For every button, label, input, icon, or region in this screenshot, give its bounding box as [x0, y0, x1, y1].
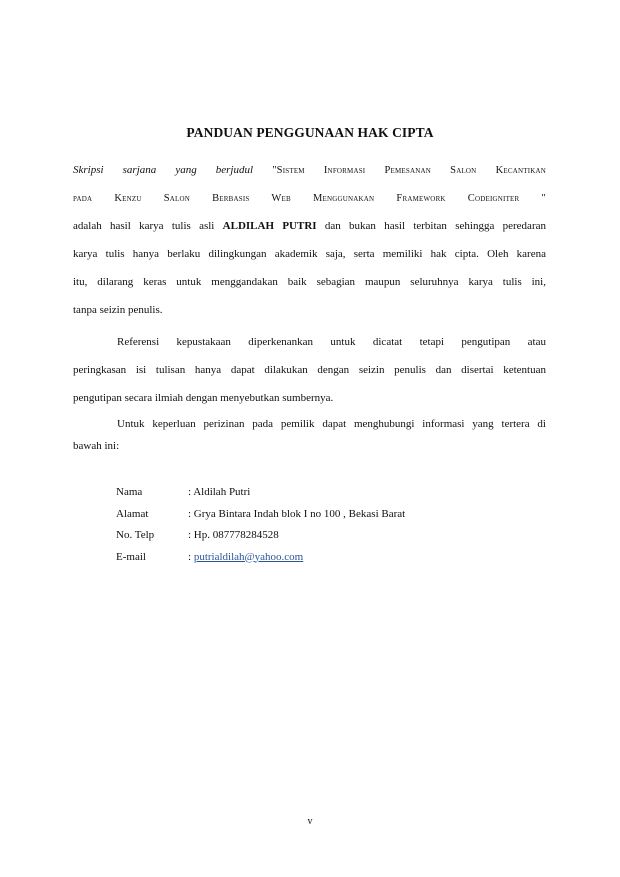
phone-label: No. Telp: [116, 529, 155, 541]
email-label: E-mail: [116, 550, 146, 563]
reference-paragraph: [73, 328, 546, 412]
contact-row-email: [116, 547, 405, 569]
paragraph-line: bawah ini:: [73, 440, 120, 452]
paragraph-line: [73, 212, 546, 240]
contact-row-name: [116, 482, 405, 504]
paragraph-line: karya tulis hanya berlaku dilingkungan akademik saja, serta memiliki hak cipta. Oleh karena: [73, 248, 546, 260]
name-value: : Aldilah Putri: [188, 486, 251, 498]
name-label: Nama: [116, 486, 143, 498]
paragraph-line: [73, 156, 546, 184]
email-link[interactable]: putrialdilah@yahoo.com: [193, 550, 304, 563]
contact-row-phone: [116, 525, 405, 547]
contact-row-address: [116, 504, 405, 526]
copyright-paragraph: [73, 156, 546, 324]
permission-paragraph: [73, 413, 546, 457]
thesis-intro: Skripsi sarjana yang berjudul: [73, 164, 254, 176]
contact-info: [116, 482, 405, 568]
text-segment: adalah hasil karya tulis asli: [73, 220, 223, 232]
thesis-title-part1: "Sistem Informasi Pemesanan Salon Kecantikan: [253, 165, 546, 176]
email-prefix: :: [188, 550, 194, 563]
page-title: PANDUAN PENGGUNAAN HAK CIPTA: [186, 125, 434, 140]
paragraph-line: Untuk keperluan perizinan pada pemilik dapat menghubungi informasi yang tertera di: [117, 418, 546, 430]
text-segment: dan bukan hasil terbitan sehingga peredaran: [316, 220, 546, 232]
phone-value: : Hp. 087778284528: [188, 529, 279, 541]
paragraph-line: peringkasan isi tulisan hanya dapat dilakukan dengan seizin penulis dan disertai ketentuan: [73, 364, 546, 376]
author-name: ALDILAH PUTRI: [222, 220, 317, 232]
paragraph-line: [73, 184, 546, 212]
paragraph-line: pengutipan secara ilmiah dengan menyebutkan sumbernya.: [73, 392, 334, 404]
paragraph-line: itu, dilarang keras untuk menggandakan baik sebagian maupun seluruhnya karya tulis ini,: [73, 276, 546, 288]
paragraph-line: Referensi kepustakaan diperkenankan untuk dicatat tetapi pengutipan atau: [117, 336, 546, 348]
address-value: : Grya Bintara Indah blok I no 100 , Bekasi Barat: [188, 507, 406, 520]
email-value-wrapper: [188, 551, 303, 563]
page-number: v: [307, 816, 313, 827]
address-label: Alamat: [116, 507, 149, 520]
thesis-title-part2: pada Kenzu Salon Berbasis Web Menggunakan Framework Codeigniter ": [73, 193, 546, 204]
paragraph-line: tanpa seizin penulis.: [73, 304, 163, 316]
